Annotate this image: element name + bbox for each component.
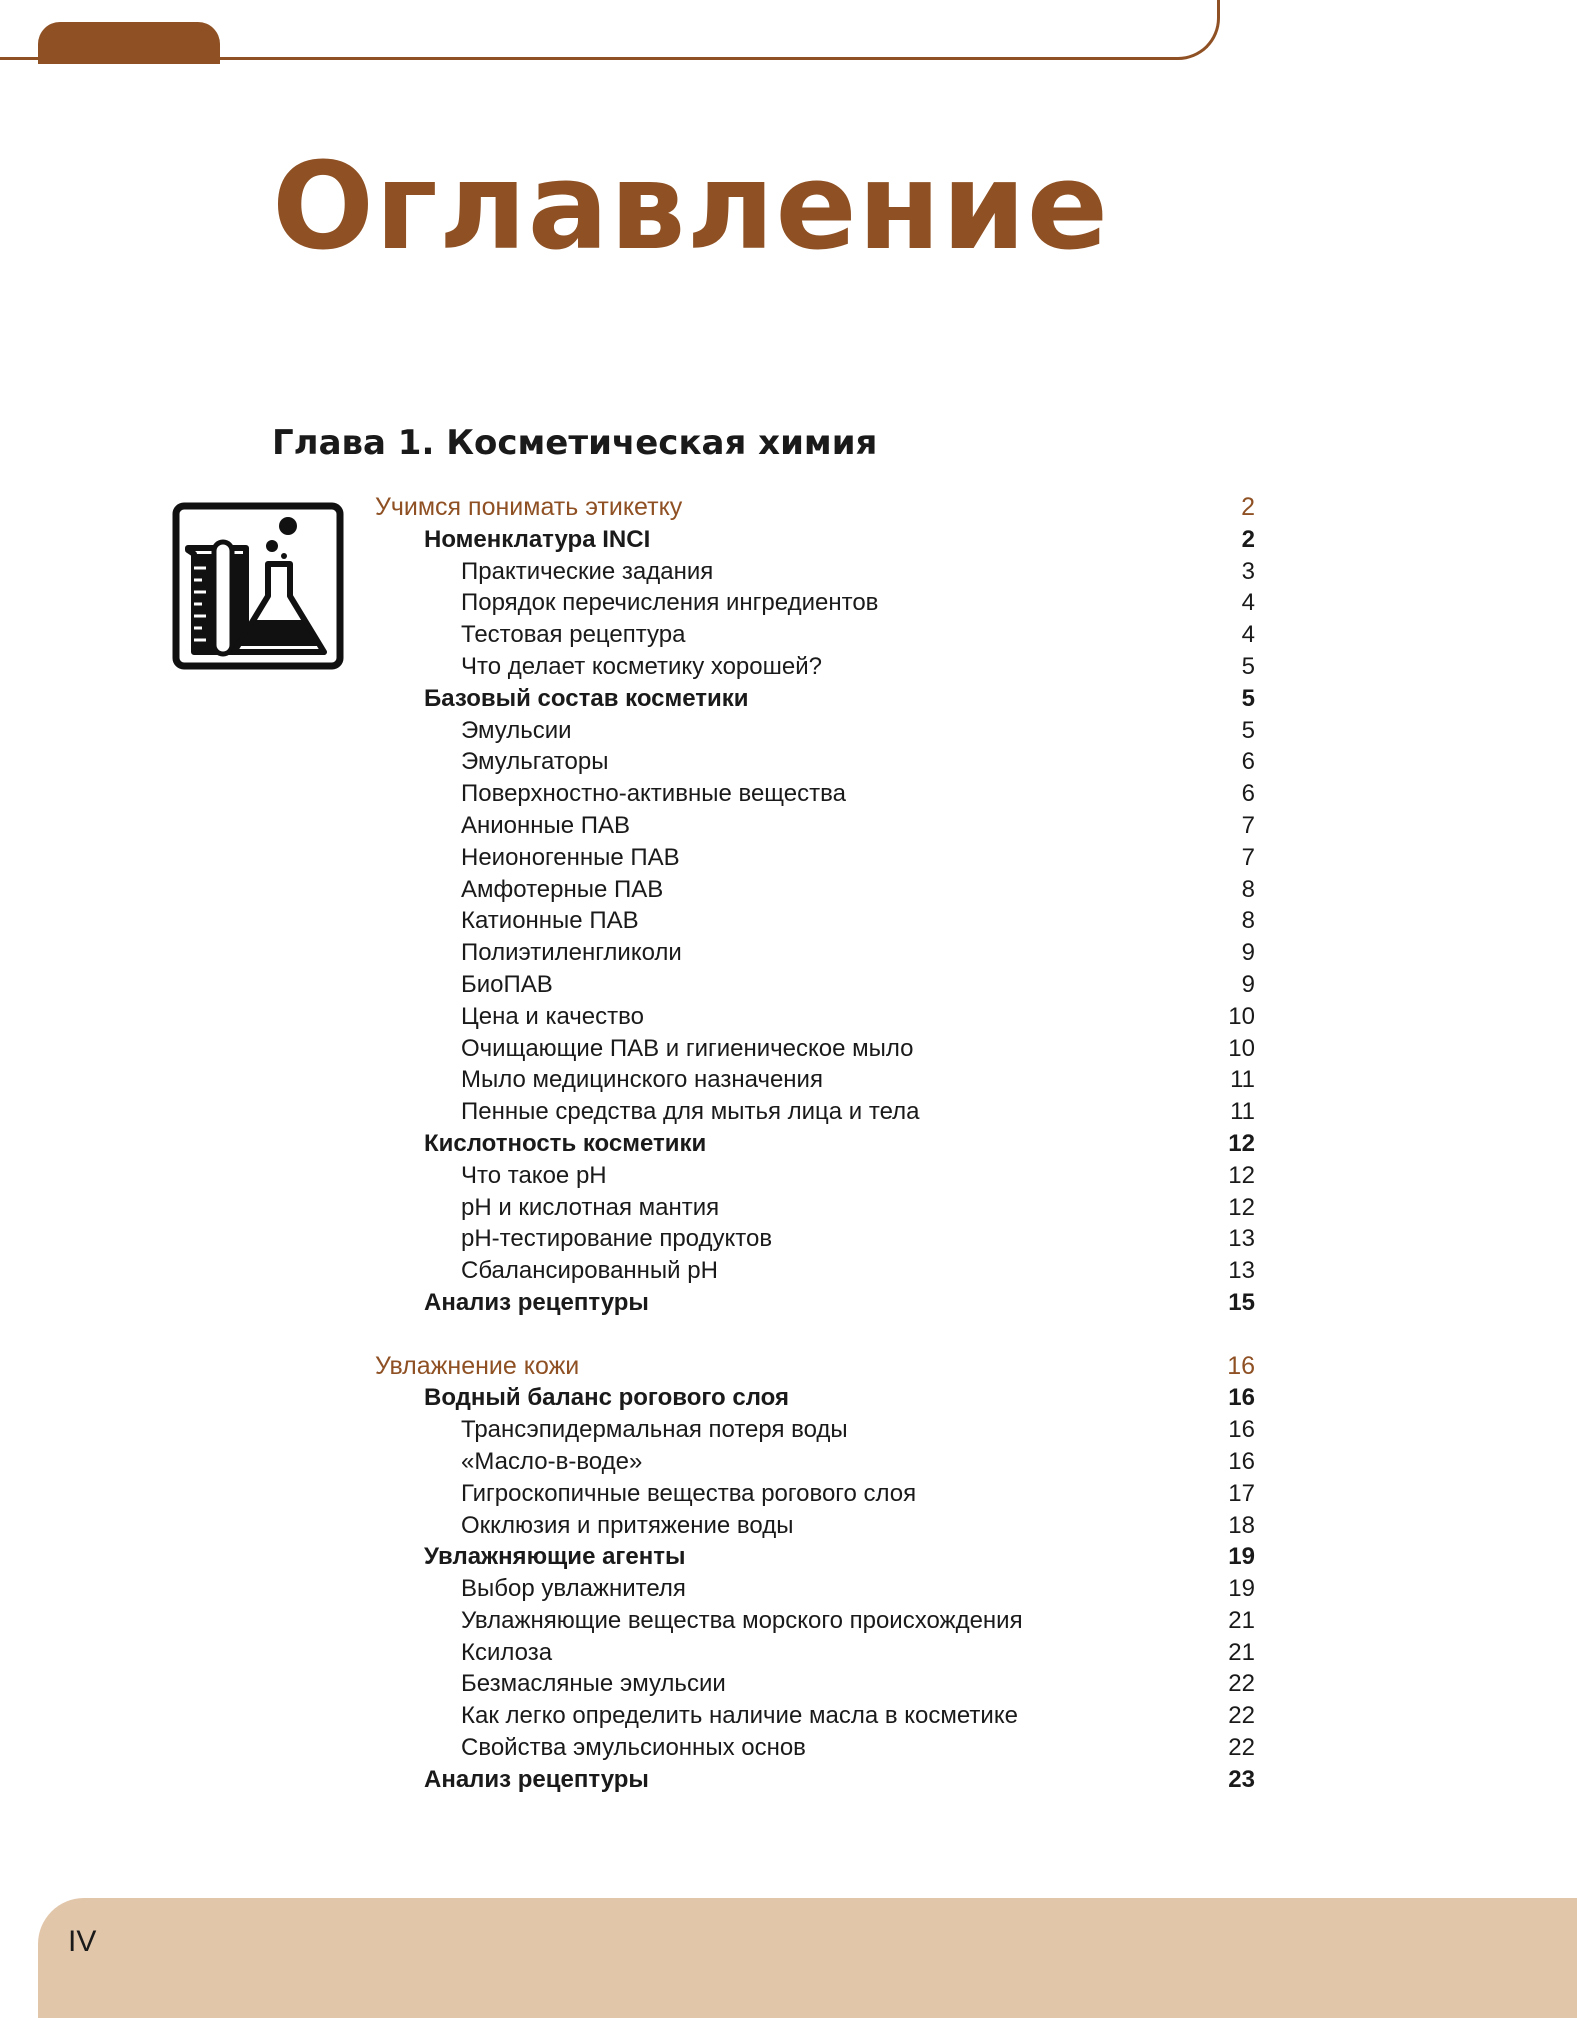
toc-entry-page: 13 xyxy=(1228,1257,1255,1285)
toc-entry-page: 21 xyxy=(1228,1606,1255,1634)
toc-entry-page: 19 xyxy=(1228,1575,1255,1603)
toc-entry[interactable] xyxy=(375,1605,1255,1637)
toc-entry-title: Ксилоза xyxy=(461,1638,553,1666)
toc-entry-page: 5 xyxy=(1241,684,1255,712)
toc-entry-title: Водный баланс рогового слоя xyxy=(424,1384,789,1412)
toc-entry-page: 6 xyxy=(1241,780,1255,808)
toc-entry-page: 10 xyxy=(1228,1034,1255,1062)
toc-entry-page: 2 xyxy=(1241,493,1255,521)
toc-entry-page: 11 xyxy=(1230,1066,1255,1094)
toc-entry[interactable] xyxy=(375,937,1255,969)
toc-entry-title: Эмульгаторы xyxy=(461,748,609,776)
toc-entry-title: Порядок перечисления ингредиентов xyxy=(461,589,879,617)
toc-entry[interactable] xyxy=(375,1573,1255,1605)
toc-entry-title: Что такое pH xyxy=(461,1161,607,1189)
toc-entry-page: 17 xyxy=(1228,1479,1255,1507)
toc-entry-title: Катионные ПАВ xyxy=(461,907,639,935)
toc-entry-page: 15 xyxy=(1228,1288,1255,1316)
toc-entry[interactable] xyxy=(375,587,1255,619)
toc-entry[interactable] xyxy=(375,1637,1255,1669)
toc-entry[interactable] xyxy=(375,619,1255,651)
toc-entry-title: Амфотерные ПАВ xyxy=(461,875,664,903)
chemistry-lab-icon xyxy=(172,502,344,670)
toc-entry[interactable] xyxy=(375,1446,1255,1478)
toc-entry[interactable] xyxy=(375,1096,1255,1128)
toc-entry-page: 22 xyxy=(1228,1702,1255,1730)
toc-entry-page: 6 xyxy=(1241,748,1255,776)
toc-entry[interactable] xyxy=(375,1732,1255,1764)
toc-entry[interactable] xyxy=(375,1287,1255,1319)
toc-entry-page: 8 xyxy=(1241,875,1255,903)
toc-entry-title: Трансэпидермальная потеря воды xyxy=(461,1416,848,1444)
toc-entry-title: Учимся понимать этикетку xyxy=(375,493,683,521)
toc-entry[interactable] xyxy=(375,1541,1255,1573)
toc-entry[interactable] xyxy=(375,651,1255,683)
toc-entry-page: 8 xyxy=(1241,907,1255,935)
toc-entry[interactable] xyxy=(375,810,1255,842)
toc-entry-page: 13 xyxy=(1228,1225,1255,1253)
toc-entry-page: 22 xyxy=(1228,1734,1255,1762)
toc-entry-title: Неионогенные ПАВ xyxy=(461,843,680,871)
toc-entry[interactable] xyxy=(375,778,1255,810)
header-tab xyxy=(38,22,220,64)
toc-entry[interactable] xyxy=(375,1064,1255,1096)
toc-entry[interactable] xyxy=(375,1223,1255,1255)
toc-entry[interactable] xyxy=(375,556,1255,588)
toc-entry-title: pH-тестирование продуктов xyxy=(461,1225,773,1253)
toc-entry-title: Анионные ПАВ xyxy=(461,811,631,839)
toc-entry-page: 9 xyxy=(1241,970,1255,998)
toc-entry-title: Безмасляные эмульсии xyxy=(461,1670,726,1698)
toc-entry-page: 2 xyxy=(1241,525,1255,553)
toc-entry[interactable] xyxy=(375,969,1255,1001)
toc-entry[interactable] xyxy=(375,715,1255,747)
toc-entry-title: Пенные средства для мытья лица и тела xyxy=(461,1098,920,1126)
toc-entry[interactable] xyxy=(375,1382,1255,1414)
toc-entry[interactable] xyxy=(375,1351,1255,1383)
toc-entry-title: Выбор увлажнителя xyxy=(461,1575,686,1603)
toc-entry-title: Базовый состав косметики xyxy=(424,684,749,712)
toc-entry[interactable] xyxy=(375,1192,1255,1224)
table-of-contents xyxy=(375,492,1255,1796)
toc-entry-page: 10 xyxy=(1228,1002,1255,1030)
toc-entry-page: 16 xyxy=(1228,1447,1255,1475)
toc-entry-page: 12 xyxy=(1228,1161,1255,1189)
toc-entry-title: Кислотность косметики xyxy=(424,1129,707,1157)
toc-entry-title: Тестовая рецептура xyxy=(461,621,686,649)
toc-entry[interactable] xyxy=(375,1128,1255,1160)
toc-entry-page: 19 xyxy=(1228,1543,1255,1571)
toc-entry[interactable] xyxy=(375,1414,1255,1446)
toc-entry[interactable] xyxy=(375,1478,1255,1510)
toc-entry-page: 4 xyxy=(1241,621,1255,649)
toc-entry[interactable] xyxy=(375,874,1255,906)
chapter-title: Глава 1. Косметическая химия xyxy=(272,423,878,463)
toc-entry-page: 4 xyxy=(1241,589,1255,617)
toc-entry[interactable] xyxy=(375,1764,1255,1796)
toc-entry-page: 7 xyxy=(1241,811,1255,839)
toc-entry-title: Увлажняющие вещества морского происхождения xyxy=(461,1606,1023,1634)
toc-entry[interactable] xyxy=(375,842,1255,874)
toc-entry-title: Очищающие ПАВ и гигиеническое мыло xyxy=(461,1034,914,1062)
toc-entry-page: 21 xyxy=(1228,1638,1255,1666)
toc-entry-title: Сбалансированный pH xyxy=(461,1257,718,1285)
toc-entry-title: Анализ рецептуры xyxy=(424,1765,649,1793)
toc-entry-title: БиоПАВ xyxy=(461,970,553,998)
toc-entry-page: 23 xyxy=(1228,1765,1255,1793)
toc-entry[interactable] xyxy=(375,524,1255,556)
toc-entry-page: 16 xyxy=(1228,1416,1255,1444)
toc-entry[interactable] xyxy=(375,746,1255,778)
toc-entry-page: 3 xyxy=(1241,557,1255,585)
toc-entry[interactable] xyxy=(375,905,1255,937)
toc-entry-page: 5 xyxy=(1241,652,1255,680)
toc-entry-title: Полиэтиленгликоли xyxy=(461,939,682,967)
footer-band xyxy=(38,1898,1577,2018)
toc-entry-page: 12 xyxy=(1228,1129,1255,1157)
toc-spacer xyxy=(375,1319,1255,1351)
toc-entry-page: 16 xyxy=(1227,1351,1255,1380)
toc-entry[interactable] xyxy=(375,1700,1255,1732)
toc-entry-title: «Масло-в-воде» xyxy=(461,1447,643,1475)
toc-entry[interactable] xyxy=(375,1510,1255,1542)
toc-entry-page: 12 xyxy=(1228,1193,1255,1221)
toc-entry-title: Практические задания xyxy=(461,557,714,585)
toc-entry-title: Как легко определить наличие масла в косметике xyxy=(461,1702,1018,1730)
toc-entry-title: Увлажнение кожи xyxy=(375,1351,580,1380)
toc-entry-page: 16 xyxy=(1228,1384,1255,1412)
toc-entry-title: Поверхностно-активные вещества xyxy=(461,780,846,808)
toc-entry-page: 18 xyxy=(1228,1511,1255,1539)
toc-entry[interactable] xyxy=(375,1668,1255,1700)
toc-entry[interactable] xyxy=(375,1033,1255,1065)
toc-entry-page: 22 xyxy=(1228,1670,1255,1698)
toc-entry-title: Эмульсии xyxy=(461,716,572,744)
toc-entry[interactable] xyxy=(375,1255,1255,1287)
toc-entry-title: Анализ рецептуры xyxy=(424,1288,649,1316)
toc-entry[interactable] xyxy=(375,683,1255,715)
toc-entry-title: Что делает косметику хорошей? xyxy=(461,652,822,680)
toc-entry-title: pH и кислотная мантия xyxy=(461,1193,720,1221)
toc-entry-title: Увлажняющие агенты xyxy=(424,1543,686,1571)
toc-entry[interactable] xyxy=(375,1001,1255,1033)
toc-entry-page: 5 xyxy=(1241,716,1255,744)
toc-entry-page: 9 xyxy=(1241,939,1255,967)
page-title: Оглавление xyxy=(272,138,1110,277)
toc-entry-title: Гигроскопичные вещества рогового слоя xyxy=(461,1479,917,1507)
toc-entry-title: Окклюзия и притяжение воды xyxy=(461,1511,794,1539)
toc-entry-title: Мыло медицинского назначения xyxy=(461,1066,823,1094)
toc-entry-page: 7 xyxy=(1241,843,1255,871)
toc-entry[interactable] xyxy=(375,1160,1255,1192)
page-number: IV xyxy=(68,1925,97,1958)
toc-entry-page: 11 xyxy=(1230,1098,1255,1126)
toc-entry-title: Свойства эмульсионных основ xyxy=(461,1734,806,1762)
toc-entry-title: Цена и качество xyxy=(461,1002,644,1030)
toc-entry[interactable] xyxy=(375,492,1255,524)
toc-entry-title: Номенклатура INCI xyxy=(424,525,651,553)
